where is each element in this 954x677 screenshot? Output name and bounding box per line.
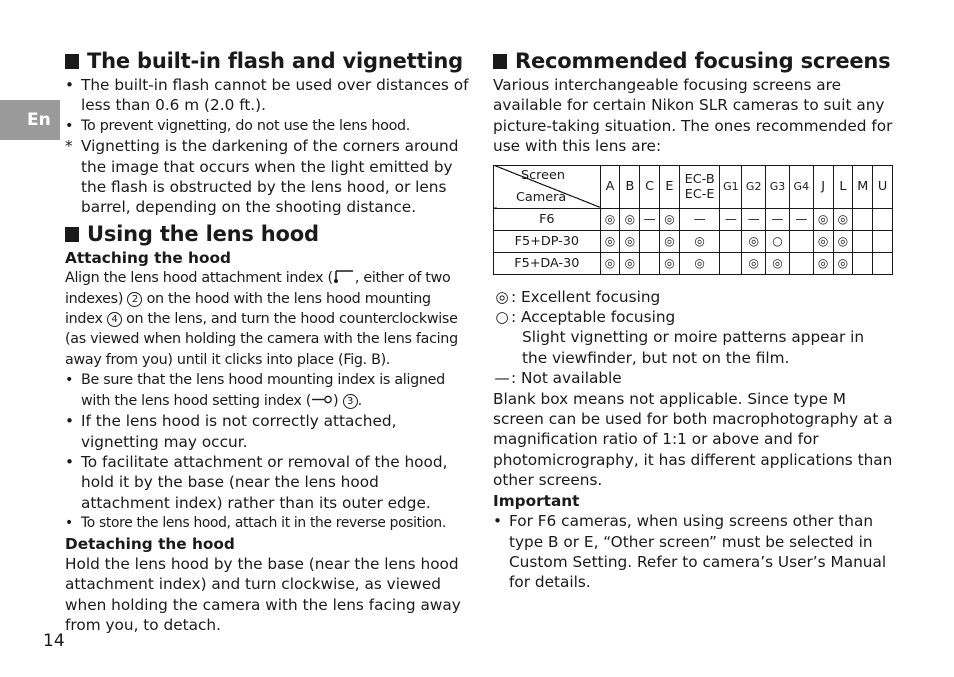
blank-box-note: Blank box means not applicable. Since type M screen can be used for both macrophotography at a magnification ratio of 1:1 or above and for photomicrography, it has different applications than other screens.: [493, 389, 893, 490]
circle-icon: ○: [495, 308, 509, 327]
table-cell: ◎: [833, 208, 853, 230]
callout-number: 3: [343, 394, 358, 409]
table-cell: [873, 208, 893, 230]
table-cell: [853, 230, 873, 252]
table-cell: ◎: [833, 230, 853, 252]
camera-cell: F5+DA-30: [494, 252, 601, 274]
table-cell: ◎: [679, 230, 720, 252]
table-cell: ◎: [679, 252, 720, 274]
table-cell: ◎: [660, 230, 680, 252]
important-bullets: [493, 511, 893, 593]
table-cell: —: [789, 208, 813, 230]
setting-index-icon: [311, 394, 333, 405]
table-cell: ◎: [833, 252, 853, 274]
legend: [493, 287, 893, 389]
table-cell: ◎: [620, 208, 640, 230]
table-cell: [640, 230, 660, 252]
column-header: B: [620, 165, 640, 208]
page-number: 14: [43, 631, 65, 651]
list-item: • The built-in flash cannot be used over distances of less than 0.6 m (2.0 ft.).: [65, 76, 469, 115]
table-row: [494, 208, 893, 230]
table-cell: ◎: [660, 252, 680, 274]
column-header: G4: [789, 165, 813, 208]
column-header: G3: [766, 165, 790, 208]
table-header-row: [494, 165, 893, 208]
camera-cell: F6: [494, 208, 601, 230]
square-bullet-icon: [493, 54, 507, 69]
table-cell: —: [679, 208, 720, 230]
column-header: U: [873, 165, 893, 208]
table-cell: ◎: [620, 252, 640, 274]
table-row: [494, 230, 893, 252]
table-cell: ◎: [766, 252, 790, 274]
column-header: M: [853, 165, 873, 208]
table-cell: ◎: [600, 252, 620, 274]
table-cell: —: [640, 208, 660, 230]
table-cell: [720, 230, 742, 252]
square-bullet-icon: [65, 227, 79, 242]
legend-not-available: —: Not available: [494, 369, 622, 388]
table-cell: [640, 252, 660, 274]
legend-acceptable: ○ : Acceptable focusing: [493, 307, 893, 327]
table-cell: ◎: [600, 208, 620, 230]
important-heading: Important: [493, 491, 580, 510]
table-cell: ◎: [660, 208, 680, 230]
detach-paragraph: Hold the lens hood by the base (near the lens hood attachment index) and turn clockwise, as viewed when holding the camera with the lens facing away from you, to detach.: [65, 554, 461, 635]
language-tab: En: [0, 100, 60, 140]
table-cell: ◎: [813, 252, 833, 274]
table-cell: [853, 252, 873, 274]
table-cell: ◎: [620, 230, 640, 252]
screens-intro: Various interchangeable focusing screens are available for certain Nikon SLR cameras to suit any picture-taking situation. The ones recommended for use with this lens are:: [493, 76, 893, 156]
table-cell: [873, 230, 893, 252]
table-cell: [789, 230, 813, 252]
callout-number: 2: [127, 292, 142, 307]
footnote: * Vignetting is the darkening of the corners around the image that occurs when the light emitted by the flash is obstructed by the lens hood, or lens barrel, depending on the shooting distance.: [65, 137, 459, 217]
table-cell: ◎: [813, 230, 833, 252]
dash-icon: —: [494, 369, 510, 388]
list-item: • To facilitate attachment or removal of the hood, hold it by the base (near the lens hood attachment index) rather than its outer edge.: [65, 452, 448, 512]
attach-subheading: Attaching the hood: [65, 248, 231, 267]
column-header: E: [660, 165, 680, 208]
table-cell: [853, 208, 873, 230]
column-header: J: [813, 165, 833, 208]
left-column: [65, 48, 470, 636]
double-circle-icon: ◎: [495, 287, 509, 306]
square-bullet-icon: [65, 54, 79, 69]
camera-cell: F5+DP-30: [494, 230, 601, 252]
list-item: • If the lens hood is not correctly attached, vignetting may occur.: [65, 412, 397, 451]
legend-excellent: ◎ : Excellent focusing: [493, 287, 893, 307]
table-corner-cell: Screen Camera: [494, 165, 601, 208]
hood-bullets: [65, 370, 470, 533]
detach-subheading: Detaching the hood: [65, 534, 235, 553]
flash-heading: The built-in flash and vignetting: [65, 48, 470, 75]
column-header: G1: [720, 165, 742, 208]
table-cell: ◎: [600, 230, 620, 252]
column-header: EC-B EC-E: [679, 165, 720, 208]
table-cell: ◎: [742, 252, 766, 274]
table-row: [494, 252, 893, 274]
column-header: C: [640, 165, 660, 208]
legend-acceptable-note: Slight vignetting or moire patterns appear in the viewfinder, but not on the film.: [522, 328, 865, 367]
table-cell: ○: [766, 230, 790, 252]
table-cell: —: [720, 208, 742, 230]
column-header: A: [600, 165, 620, 208]
table-cell: ◎: [813, 208, 833, 230]
screens-heading: Recommended focusing screens: [493, 48, 893, 75]
table-cell: ◎: [742, 230, 766, 252]
list-item: • To prevent vignetting, do not use the lens hood.: [65, 117, 411, 134]
focusing-screen-table: [493, 165, 893, 275]
attach-paragraph: Align the lens hood attachment index ( , either of two indexes) 2 on the hood with the lens hood mounting index 4 on the lens, and turn the hood counterclockwise (as viewed when holding the camera with the lens facing away from you) until it clicks into place (Fig. B).: [65, 270, 458, 368]
flash-bullets: [65, 75, 470, 218]
attachment-index-icon: [333, 270, 355, 283]
hood-heading: Using the lens hood: [65, 221, 470, 248]
list-item: • For F6 cameras, when using screens other than type B or E, “Other screen” must be selected in Custom Setting. Refer to camera’s User’s Manual for details.: [493, 512, 887, 592]
callout-number: 4: [107, 312, 122, 327]
right-column: [493, 48, 893, 593]
list-item: • To store the lens hood, attach it in the reverse position.: [65, 515, 446, 532]
table-cell: [873, 252, 893, 274]
table-cell: [720, 252, 742, 274]
table-cell: —: [766, 208, 790, 230]
column-header: L: [833, 165, 853, 208]
table-cell: [789, 252, 813, 274]
list-item: • Be sure that the lens hood mounting index is aligned with the lens hood setting index ( ) 3 .: [65, 372, 445, 409]
column-header: G2: [742, 165, 766, 208]
table-cell: —: [742, 208, 766, 230]
